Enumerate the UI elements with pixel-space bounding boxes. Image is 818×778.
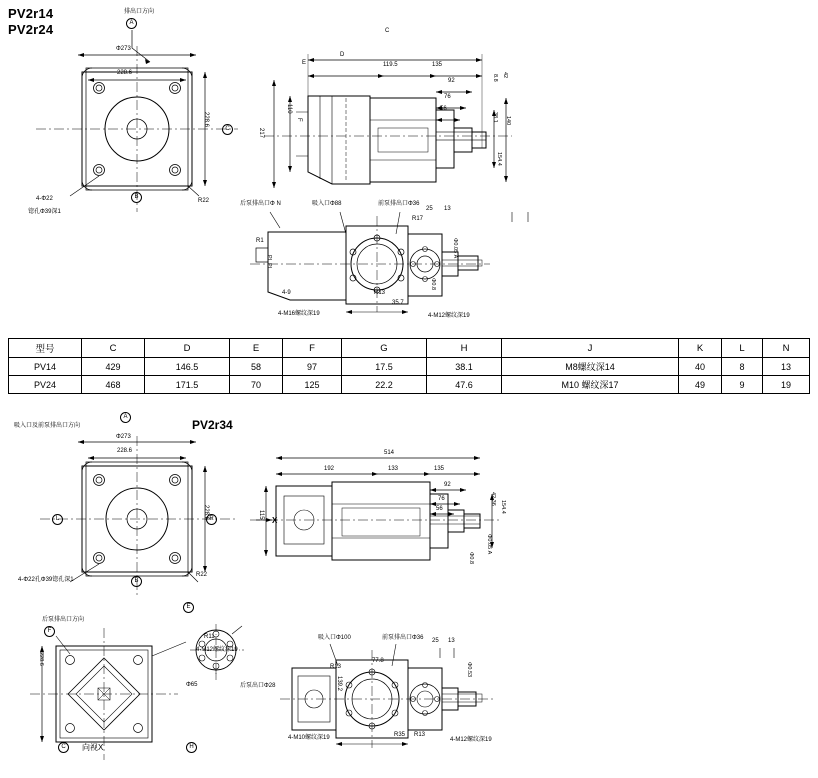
dim-135-mid: 135 bbox=[434, 466, 445, 472]
dim-56-side: 56 bbox=[440, 106, 447, 112]
dim-pl: PL PL bbox=[266, 255, 272, 270]
dim-r35: R35 bbox=[394, 732, 406, 738]
dim-m12-bottom: 4-M12螺纹深19 bbox=[450, 737, 492, 743]
marker-a-mid: A bbox=[120, 412, 131, 423]
bottom-right-view-svg bbox=[250, 640, 580, 760]
dim-c-side: C bbox=[385, 28, 390, 34]
label-view-x: 向视X bbox=[82, 743, 104, 752]
cell-j: M8螺纹深14 bbox=[502, 358, 679, 376]
cell-d: 146.5 bbox=[145, 358, 230, 376]
cell-f: 97 bbox=[283, 358, 342, 376]
dim-m12-e: 4-M12螺纹深19 bbox=[196, 647, 238, 653]
dim-m12: 4-M12螺纹深19 bbox=[428, 313, 470, 319]
th-g: G bbox=[342, 339, 427, 358]
dim-92-mid: 92 bbox=[444, 482, 451, 488]
mid-right-view-svg bbox=[250, 440, 570, 590]
dim-m16: 4-M16螺纹深19 bbox=[278, 311, 320, 317]
label-front-outlet: 前泵排出口Φ36 bbox=[378, 201, 420, 207]
dim-r11: R11 bbox=[204, 634, 215, 640]
dim-dia005-mid: Φ0.05 A bbox=[486, 534, 492, 555]
marker-c-bottom: C bbox=[58, 742, 69, 753]
cell-h: 47.6 bbox=[427, 376, 502, 394]
marker-b-mid: B bbox=[131, 576, 142, 587]
dim-dia273: Φ273 bbox=[116, 46, 131, 52]
dim-r13: R13 bbox=[374, 290, 386, 296]
label-rear-outlet: 后泵排出口Φ N bbox=[240, 201, 281, 207]
dim-133: 133 bbox=[388, 466, 399, 472]
dim-dia053: Φ0.53 bbox=[466, 662, 472, 678]
dim-35-7: 35.7 bbox=[392, 300, 404, 306]
cell-n: 19 bbox=[763, 376, 810, 394]
dim-92-side: 92 bbox=[448, 78, 455, 84]
dim-228-6-height: 228.6 bbox=[203, 112, 209, 128]
dim-42-36: 42.36 bbox=[490, 492, 496, 506]
dim-38-1: 38.1 bbox=[492, 112, 498, 123]
cell-e: 58 bbox=[230, 358, 283, 376]
cell-n: 13 bbox=[763, 358, 810, 376]
dim-r22-mid: R22 bbox=[196, 572, 208, 578]
cell-model: PV14 bbox=[9, 358, 82, 376]
cell-h: 38.1 bbox=[427, 358, 502, 376]
marker-f-bottom: F bbox=[44, 626, 55, 637]
marker-h-bottom: H bbox=[186, 742, 197, 753]
cell-l: 9 bbox=[722, 376, 763, 394]
dim-bottom-left-height: 228.6 bbox=[38, 652, 44, 666]
dim-d-side: D bbox=[340, 52, 345, 58]
th-n: N bbox=[763, 339, 810, 358]
cell-j: M10 螺纹深17 bbox=[502, 376, 679, 394]
spec-table bbox=[8, 338, 810, 394]
table-row bbox=[9, 376, 810, 394]
cell-k: 40 bbox=[679, 358, 722, 376]
table-row bbox=[9, 358, 810, 376]
dim-77-8: 77.8 bbox=[372, 658, 384, 664]
cell-c: 429 bbox=[82, 358, 145, 376]
dim-holes-mid: 4-Φ22孔Φ39锪孔深1 bbox=[18, 577, 74, 583]
dim-154-4: 154.4 bbox=[496, 152, 502, 166]
dim-13-b: 13 bbox=[444, 206, 451, 212]
dim-r1: R1 bbox=[256, 238, 264, 244]
th-h: H bbox=[427, 339, 502, 358]
th-f: F bbox=[283, 339, 342, 358]
dim-110-side: 110 bbox=[286, 104, 292, 114]
dim-76-mid: 76 bbox=[438, 496, 445, 502]
dim-m10: 4-M10螺纹深19 bbox=[288, 735, 330, 741]
th-k: K bbox=[679, 339, 722, 358]
dim-dia65: Φ65 bbox=[186, 682, 198, 688]
cell-d: 171.5 bbox=[145, 376, 230, 394]
dim-dia273-mid: Φ273 bbox=[116, 434, 131, 440]
cell-g: 22.2 bbox=[342, 376, 427, 394]
cell-g: 17.5 bbox=[342, 358, 427, 376]
dim-56-mid: 56 bbox=[436, 506, 443, 512]
marker-b-top: B bbox=[131, 192, 142, 203]
marker-l-mid: L bbox=[52, 514, 63, 525]
dim-dia005: Φ0.05 A bbox=[452, 238, 458, 259]
cell-f: 125 bbox=[283, 376, 342, 394]
title-pv2r14: PV2r14 bbox=[8, 6, 54, 21]
dim-13-bottom: 13 bbox=[448, 638, 455, 644]
th-c: C bbox=[82, 339, 145, 358]
dim-217-side: 217 bbox=[258, 128, 264, 139]
dim-514: 514 bbox=[384, 450, 395, 456]
dim-e-label: E bbox=[302, 60, 307, 66]
dim-r17: R17 bbox=[412, 216, 424, 222]
label-inlet-front-outlet-dir: 吸入口及前泵排出口方向 bbox=[14, 423, 81, 429]
label-front-outlet-bottom: 前泵排出口Φ36 bbox=[382, 635, 424, 641]
dim-154-4-mid: 154.4 bbox=[500, 500, 506, 514]
dim-228-6-mid-w: 228.6 bbox=[117, 448, 133, 454]
dim-r13-bottom: R13 bbox=[330, 664, 342, 670]
dim-76-side: 76 bbox=[444, 94, 451, 100]
marker-r-mid: R bbox=[206, 514, 217, 525]
cell-model: PV24 bbox=[9, 376, 82, 394]
th-l: L bbox=[722, 339, 763, 358]
th-model: 型号 bbox=[9, 339, 82, 358]
title-pv2r24: PV2r24 bbox=[8, 22, 54, 37]
dim-4-9: 4-9 bbox=[282, 290, 291, 296]
label-outlet-direction: 排出口方向 bbox=[124, 9, 155, 15]
label-rear-outlet-bottom: 后泵出口Φ28 bbox=[240, 683, 276, 689]
top-right-view-svg bbox=[250, 24, 570, 224]
dim-228-6-mid-h: 228.6 bbox=[203, 505, 209, 521]
dim-8-8: 8.8 bbox=[492, 74, 498, 82]
th-d: D bbox=[145, 339, 230, 358]
table-header-row bbox=[9, 339, 810, 358]
marker-e-detail: E bbox=[183, 602, 194, 613]
dim-42: 42 bbox=[502, 72, 508, 79]
th-j: J bbox=[502, 339, 679, 358]
dim-135-side: 135 bbox=[432, 62, 443, 68]
marker-c-top: C bbox=[222, 124, 233, 135]
cell-c: 468 bbox=[82, 376, 145, 394]
dim-228-6-width: 228.6 bbox=[117, 70, 133, 76]
marker-a-top: A bbox=[126, 18, 137, 29]
dim-r13-2: R13 bbox=[414, 732, 426, 738]
dim-192: 192 bbox=[324, 466, 335, 472]
dim-140: 140 bbox=[505, 116, 511, 126]
dim-119-5: 119.5 bbox=[383, 62, 398, 68]
label-rear-outlet-dir: 后泵排出口方向 bbox=[42, 617, 85, 623]
dim-dia08: Φ0.8 bbox=[430, 278, 436, 291]
title-pv2r34: PV2r34 bbox=[192, 418, 233, 432]
dim-f-label: F bbox=[296, 118, 302, 122]
label-inlet: 吸入口Φ88 bbox=[312, 201, 342, 207]
cell-l: 8 bbox=[722, 358, 763, 376]
cell-k: 49 bbox=[679, 376, 722, 394]
th-e: E bbox=[230, 339, 283, 358]
dim-139-2: 139.2 bbox=[336, 676, 342, 692]
dim-25-bottom: 25 bbox=[432, 638, 439, 644]
dim-25-b: 25 bbox=[426, 206, 433, 212]
mid-left-view-svg bbox=[0, 432, 250, 592]
cell-e: 70 bbox=[230, 376, 283, 394]
dim-r22: R22 bbox=[198, 198, 210, 204]
label-inlet-bottom: 吸入口Φ100 bbox=[318, 635, 351, 641]
dim-115-mid: 115 bbox=[258, 510, 264, 520]
dim-dia08-mid: Φ0.8 bbox=[468, 552, 474, 565]
dim-counterbore: 锪孔Φ39深1 bbox=[28, 209, 61, 215]
marker-x-mid: X bbox=[272, 516, 278, 525]
dim-bolt-holes: 4-Φ22 bbox=[36, 196, 53, 202]
